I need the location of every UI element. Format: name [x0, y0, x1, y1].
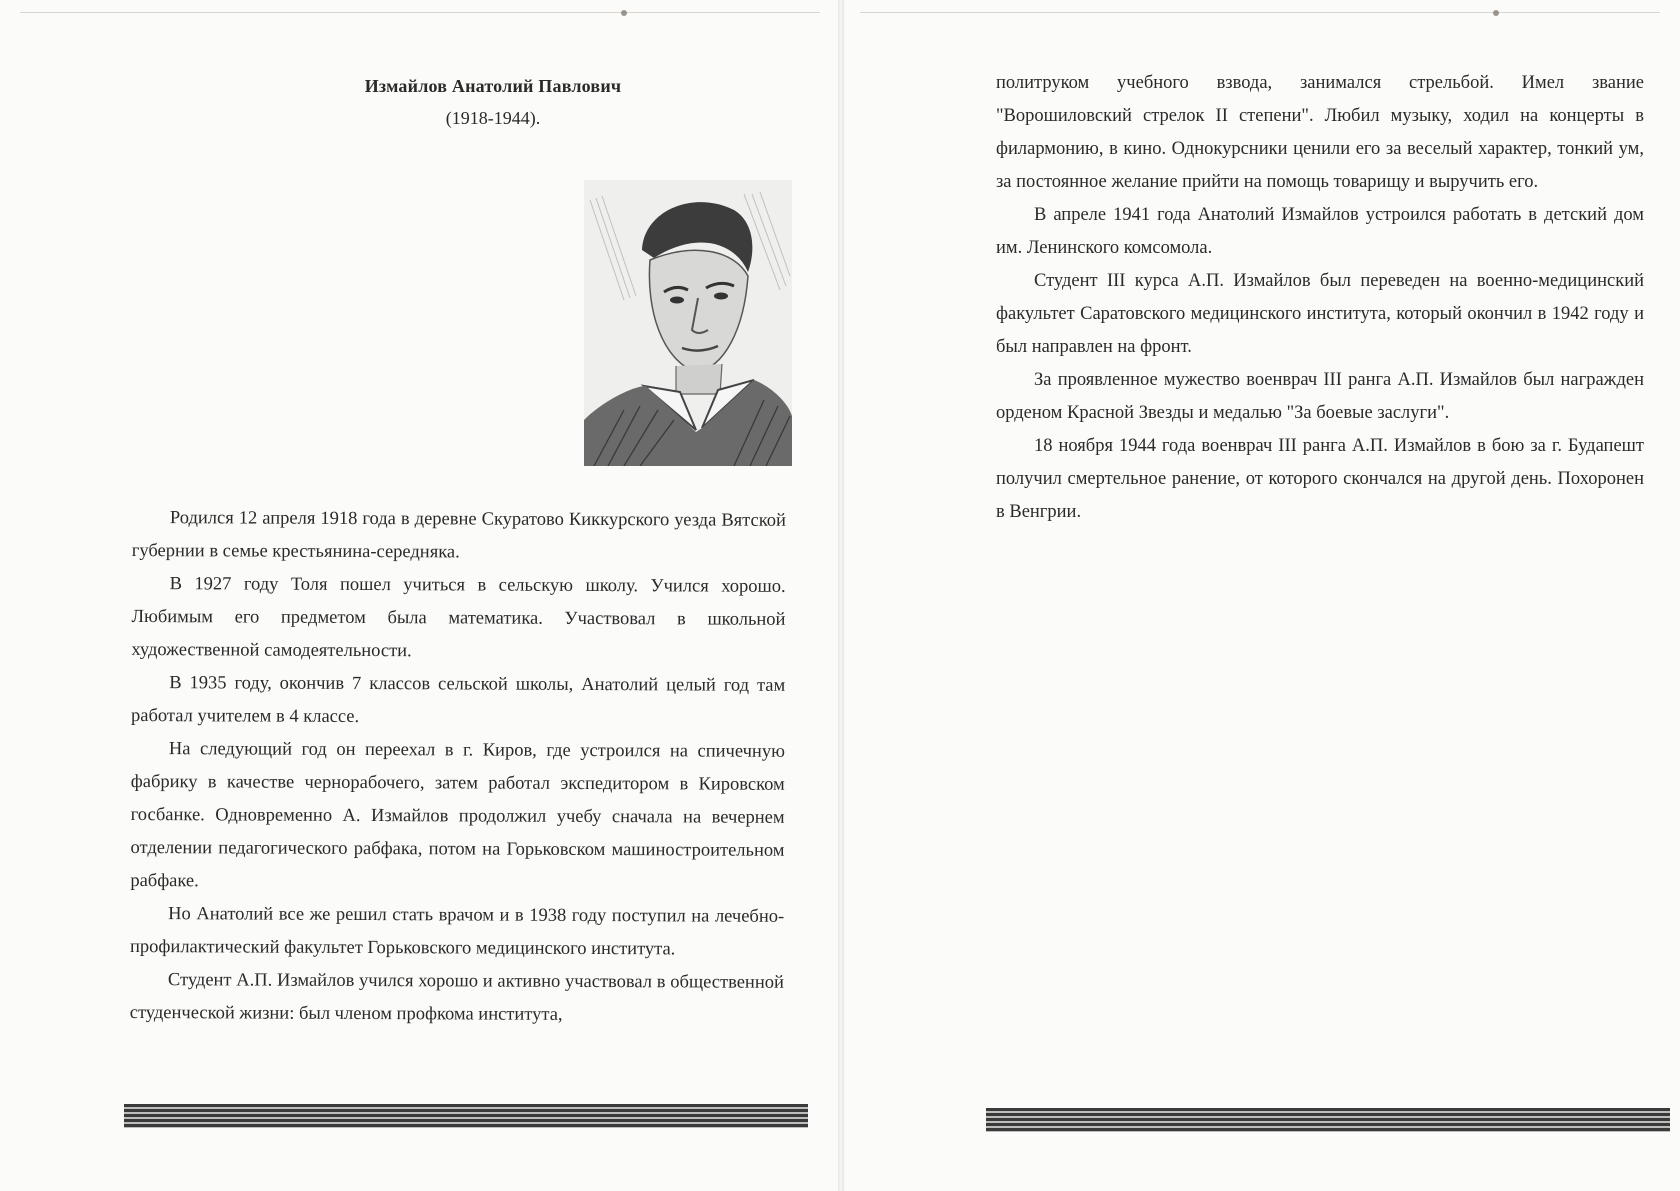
paragraph: Студент А.П. Измайлов учился хорошо и активно участвовал в общественной студенческой жизни: был членом профкома института,	[129, 970, 784, 1025]
st-george-ribbon-right	[986, 1108, 1670, 1132]
paragraph-continued: политруком учебного взвода, занимался стрельбой. Имел звание "Ворошиловский стрелок II степени". Любил музыку, ходил на концерты в филармонию, в кино. Однокурсники ценили его за веселый характер, тонкий ум, за постоянное желание прийти на помощь товарищу и выручить его.	[996, 73, 1644, 192]
top-edge-line-right	[860, 12, 1660, 13]
left-column-text	[130, 502, 786, 1033]
paragraph: Студент III курса А.П. Измайлов был переведен на военно-медицинский факультет Саратовского медицинского института, который окончил в 1942 году и был направлен на фронт.	[996, 271, 1644, 357]
life-dates: (1918-1944).	[445, 108, 541, 128]
paragraph: 18 ноября 1944 года военврач III ранга А.П. Измайлов в бою за г. Будапешт получил смертельное ранение, от которого скончался на другой день. Похоронен в Венгрии.	[996, 436, 1644, 522]
st-george-ribbon-left	[124, 1104, 808, 1128]
paragraph: За проявленное мужество военврач III ранга А.П. Измайлов был награжден орденом Красной Звезды и медалью "За боевые заслуги".	[996, 370, 1644, 423]
page-fold	[838, 0, 844, 1191]
paragraph: В апреле 1941 года Анатолий Измайлов устроился работать в детский дом им. Ленинского комсомола.	[996, 205, 1644, 258]
paragraph: Но Анатолий все же решил стать врачом и в 1938 году поступил на лечебно-профилактический факультет Горьковского медицинского института.	[130, 904, 785, 960]
paragraph: На следующий год он переехал в г. Киров, где устроился на спичечную фабрику в качестве чернорабочего, затем работал экспедитором в Кировском госбанке. Одновременно А. Измайлов продолжил учебу сначала на вечернем отделении педагогического рабфака, потом на Горьковском машиностроительном рабфаке.	[130, 739, 785, 892]
right-column-text	[996, 67, 1644, 529]
paragraph: В 1927 году Толя пошел учиться в сельскую школу. Учился хорошо. Любимым его предметом была математика. Участвовал в школьной художественной самодеятельности.	[131, 574, 786, 662]
page-title: Измайлов Анатолий Павлович	[364, 76, 622, 96]
paragraph: В 1935 году, окончив 7 классов сельской школы, Анатолий целый год там работал учителем в 4 классе.	[131, 673, 786, 727]
paragraph: Родился 12 апреля 1918 года в деревне Скуратово Киккурского уезда Вятской губернии в семье крестьянина-середняка.	[131, 508, 786, 563]
staple-mark-left	[621, 10, 627, 16]
top-edge-line-left	[20, 12, 820, 13]
staple-mark-right	[1493, 10, 1499, 16]
portrait-sketch-icon	[584, 180, 792, 466]
